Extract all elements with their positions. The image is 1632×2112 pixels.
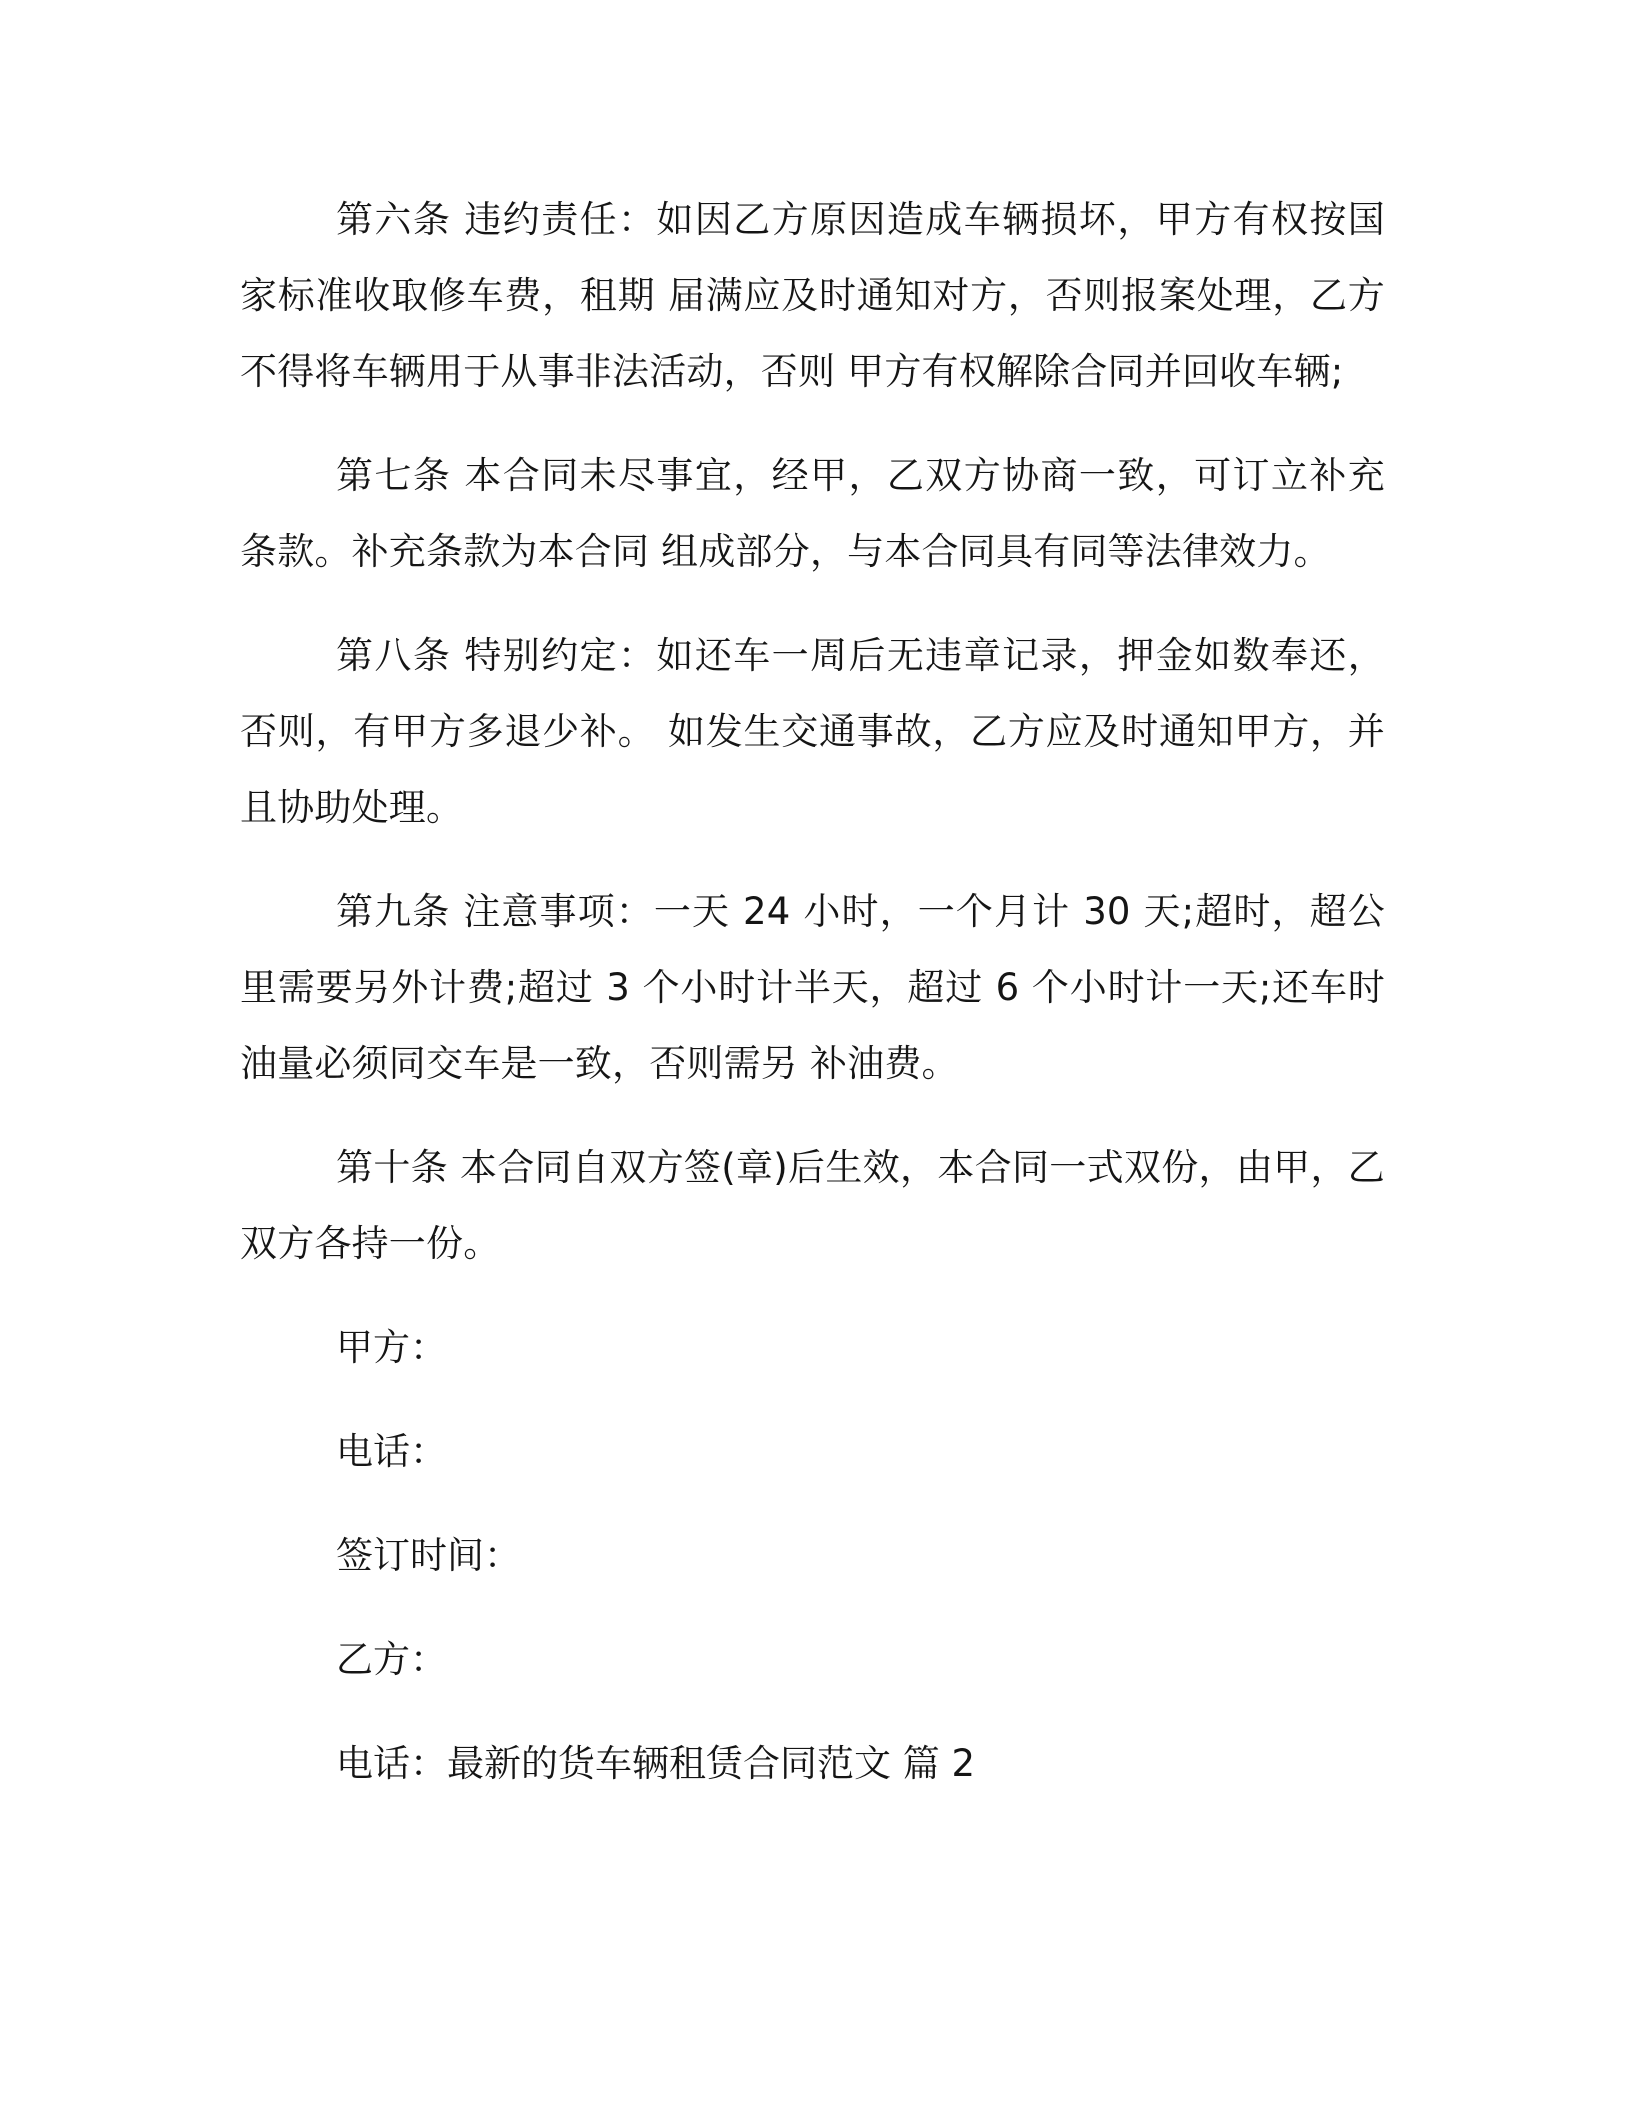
signing-date-label: 签订时间： <box>336 1534 521 1577</box>
article-10: 第十条 本合同自双方签(章)后生效，本合同一式双份，由甲，乙双方各持一份。 <box>240 1146 1385 1265</box>
document-body <box>240 182 1385 1830</box>
article-6: 第六条 违约责任：如因乙方原因造成车辆损坏，甲方有权按国家标准收取修车费，租期 届满应及时通知对方，否则报案处理，乙方不得将车辆用于从事非法活动，否则 甲方有权解除合同并回收车辆; <box>240 198 1385 393</box>
party-b-label: 乙方： <box>336 1638 447 1681</box>
party-a-label: 甲方： <box>336 1326 447 1369</box>
party-a-phone-label: 电话： <box>336 1430 447 1473</box>
party-b-phone-and-next-title: 电话：最新的货车辆租赁合同范文 篇 2 <box>336 1742 976 1785</box>
article-9: 第九条 注意事项：一天 24 小时，一个月计 30 天;超时，超公里需要另外计费;超过 3 个小时计半天，超过 6 个小时计一天;还车时油量必须同交车是一致，否则需另 补油费。 <box>240 890 1385 1085</box>
article-8: 第八条 特别约定：如还车一周后无违章记录，押金如数奉还，否则，有甲方多退少补。 如发生交通事故，乙方应及时通知甲方，并且协助处理。 <box>240 634 1385 829</box>
article-7: 第七条 本合同未尽事宜，经甲，乙双方协商一致，可订立补充条款。补充条款为本合同 组成部分，与本合同具有同等法律效力。 <box>240 454 1385 573</box>
